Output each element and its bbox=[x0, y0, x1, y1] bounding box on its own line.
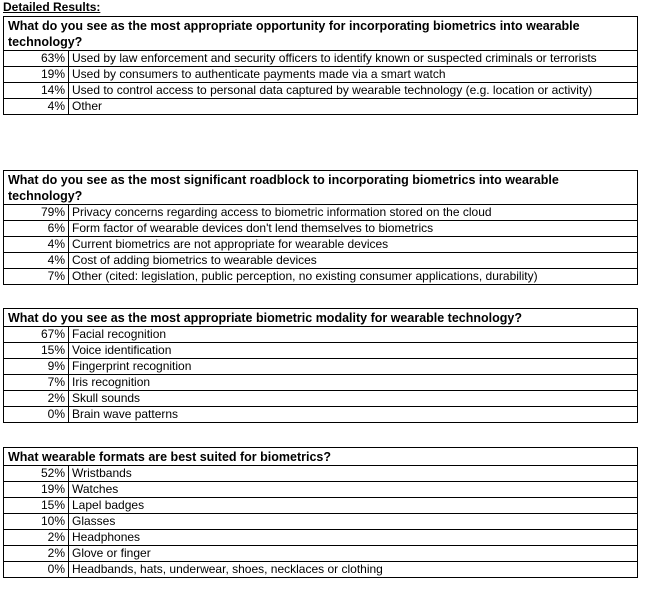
answer-row bbox=[4, 407, 638, 423]
answer-text: Other (cited: legislation, public perception, no existing consumer applications, durability) bbox=[69, 269, 638, 285]
answer-percent: 0% bbox=[4, 562, 69, 578]
answer-text: Glove or finger bbox=[69, 546, 638, 562]
answer-text: Lapel badges bbox=[69, 498, 638, 514]
answer-percent: 4% bbox=[4, 253, 69, 269]
answer-text: Glasses bbox=[69, 514, 638, 530]
answer-row bbox=[4, 562, 638, 578]
answer-text: Brain wave patterns bbox=[69, 407, 638, 423]
answer-text: Privacy concerns regarding access to biometric information stored on the cloud bbox=[69, 205, 638, 221]
answer-percent: 4% bbox=[4, 99, 69, 115]
answer-text: Other bbox=[69, 99, 638, 115]
answer-row bbox=[4, 466, 638, 482]
answer-row bbox=[4, 253, 638, 269]
question-text: What do you see as the most appropriate opportunity for incorporating biometrics into wearable technology? bbox=[4, 17, 638, 51]
answer-row bbox=[4, 391, 638, 407]
answer-text: Iris recognition bbox=[69, 375, 638, 391]
answer-percent: 2% bbox=[4, 530, 69, 546]
question-table-modality bbox=[3, 308, 638, 423]
answer-text: Facial recognition bbox=[69, 327, 638, 343]
question-header-row bbox=[4, 309, 638, 327]
answer-row bbox=[4, 83, 638, 99]
answer-row bbox=[4, 327, 638, 343]
answer-row bbox=[4, 237, 638, 253]
answer-text: Wristbands bbox=[69, 466, 638, 482]
answer-text: Skull sounds bbox=[69, 391, 638, 407]
answer-text: Voice identification bbox=[69, 343, 638, 359]
answer-row bbox=[4, 343, 638, 359]
answer-row bbox=[4, 482, 638, 498]
answer-percent: 7% bbox=[4, 375, 69, 391]
answer-text: Used to control access to personal data captured by wearable technology (e.g. location or activity) bbox=[69, 83, 638, 99]
answer-row bbox=[4, 375, 638, 391]
question-header-row bbox=[4, 448, 638, 466]
answer-percent: 19% bbox=[4, 67, 69, 83]
question-table-roadblock bbox=[3, 170, 638, 285]
answer-row bbox=[4, 99, 638, 115]
answer-percent: 6% bbox=[4, 221, 69, 237]
answer-row bbox=[4, 498, 638, 514]
question-header-row bbox=[4, 171, 638, 205]
answer-percent: 10% bbox=[4, 514, 69, 530]
answer-row bbox=[4, 67, 638, 83]
answer-percent: 19% bbox=[4, 482, 69, 498]
question-text: What do you see as the most significant roadblock to incorporating biometrics into wearable technology? bbox=[4, 171, 638, 205]
answer-percent: 0% bbox=[4, 407, 69, 423]
answer-percent: 14% bbox=[4, 83, 69, 99]
answer-row bbox=[4, 546, 638, 562]
answer-percent: 79% bbox=[4, 205, 69, 221]
answer-percent: 63% bbox=[4, 51, 69, 67]
answer-row bbox=[4, 51, 638, 67]
answer-percent: 4% bbox=[4, 237, 69, 253]
answer-text: Fingerprint recognition bbox=[69, 359, 638, 375]
answer-row bbox=[4, 359, 638, 375]
question-table-opportunity bbox=[3, 16, 638, 115]
answer-text: Form factor of wearable devices don't lend themselves to biometrics bbox=[69, 221, 638, 237]
question-header-row bbox=[4, 17, 638, 51]
answer-percent: 52% bbox=[4, 466, 69, 482]
answer-percent: 67% bbox=[4, 327, 69, 343]
answer-percent: 15% bbox=[4, 498, 69, 514]
answer-text: Headbands, hats, underwear, shoes, necklaces or clothing bbox=[69, 562, 638, 578]
answer-text: Headphones bbox=[69, 530, 638, 546]
answer-row bbox=[4, 221, 638, 237]
answer-text: Used by consumers to authenticate payments made via a smart watch bbox=[69, 67, 638, 83]
answer-text: Cost of adding biometrics to wearable devices bbox=[69, 253, 638, 269]
page-title: Detailed Results: bbox=[3, 0, 101, 14]
question-text: What wearable formats are best suited for biometrics? bbox=[4, 448, 638, 466]
answer-percent: 15% bbox=[4, 343, 69, 359]
answer-percent: 7% bbox=[4, 269, 69, 285]
answer-percent: 2% bbox=[4, 546, 69, 562]
answer-row bbox=[4, 269, 638, 285]
answer-text: Current biometrics are not appropriate for wearable devices bbox=[69, 237, 638, 253]
answer-row bbox=[4, 514, 638, 530]
answer-percent: 9% bbox=[4, 359, 69, 375]
answer-percent: 2% bbox=[4, 391, 69, 407]
answer-row bbox=[4, 530, 638, 546]
question-text: What do you see as the most appropriate biometric modality for wearable technology? bbox=[4, 309, 638, 327]
answer-row bbox=[4, 205, 638, 221]
question-table-formats bbox=[3, 447, 638, 578]
answer-text: Used by law enforcement and security officers to identify known or suspected criminals or terrorists bbox=[69, 51, 638, 67]
answer-text: Watches bbox=[69, 482, 638, 498]
